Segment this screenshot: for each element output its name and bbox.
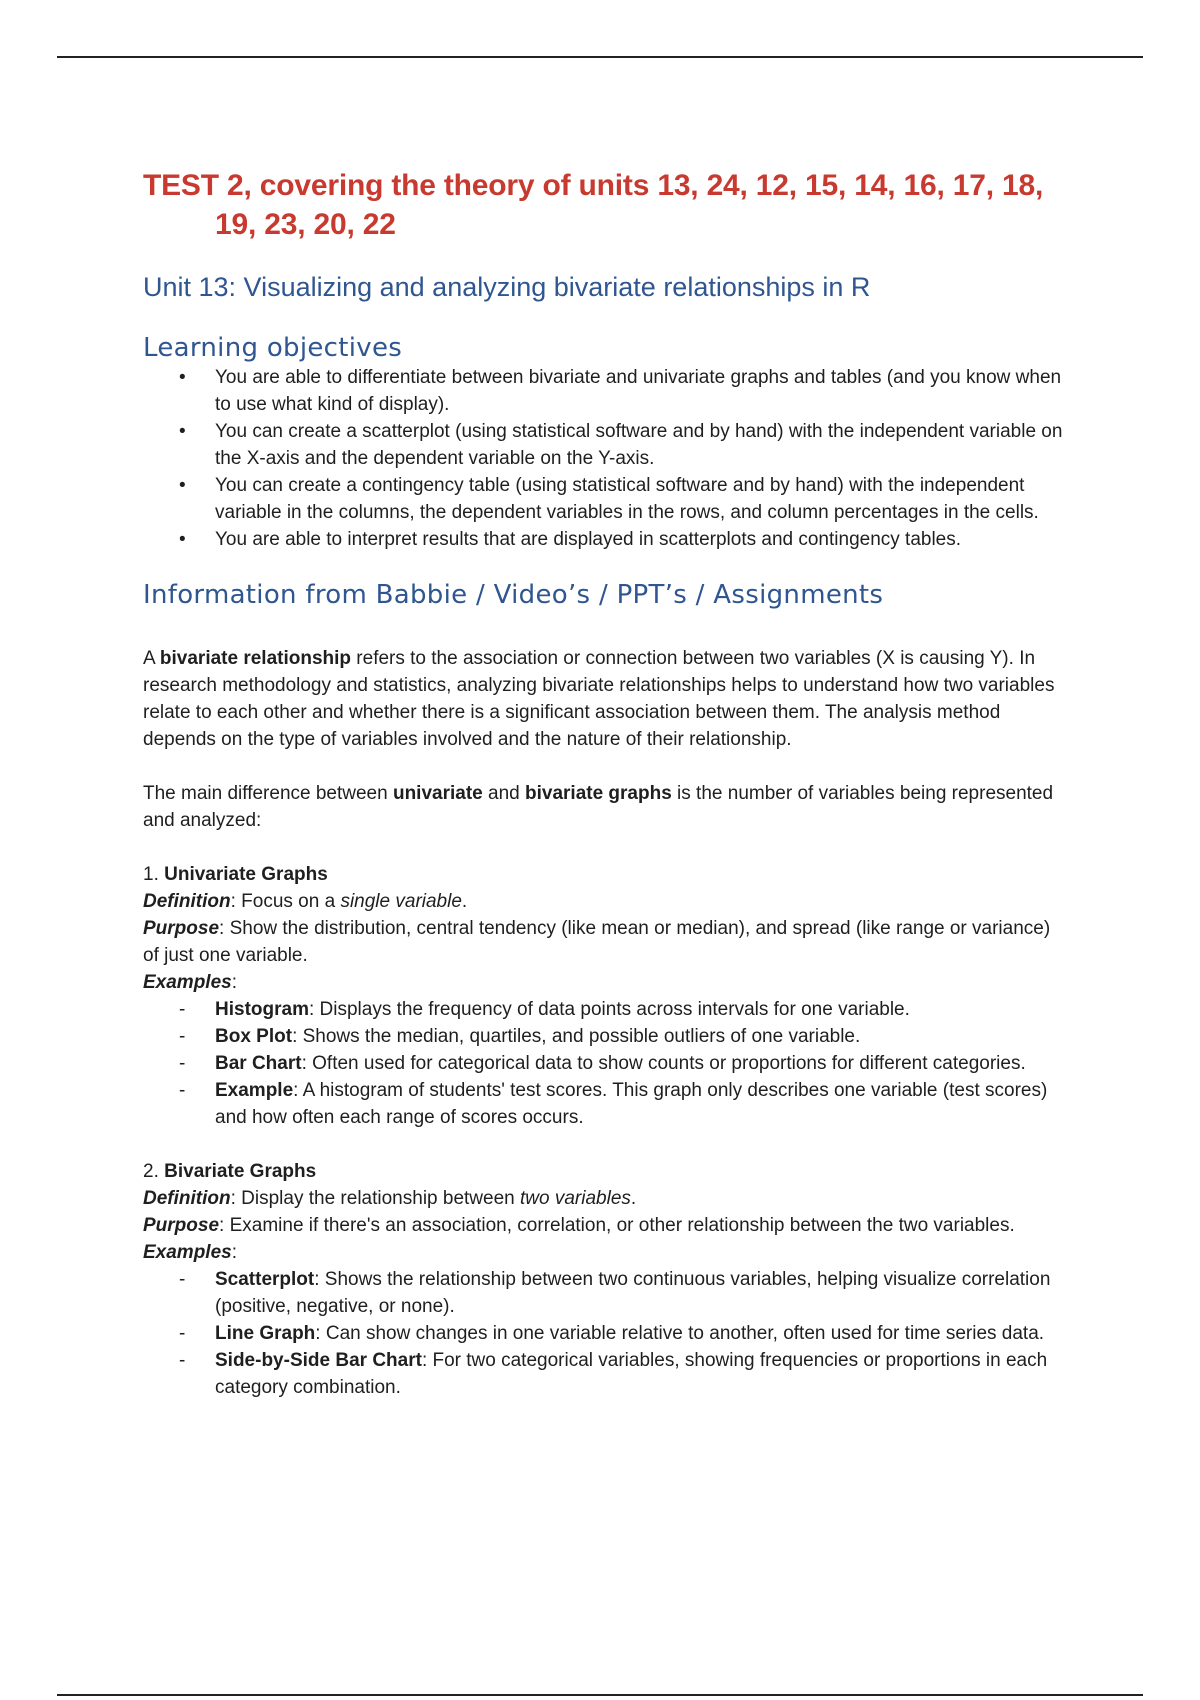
definition-line: Definition: Focus on a single variable. xyxy=(143,891,468,912)
list-item: • You can create a contingency table (using statistical software and by hand) with the independent variable in the columns, the dependent variables in the rows, and column percentages in the cells. xyxy=(143,472,1063,526)
list-item: • You are able to interpret results that are displayed in scatterplots and contingency tables. xyxy=(143,526,1063,553)
examples-list xyxy=(143,1266,1063,1401)
bivariate-relationship-paragraph: A bivariate relationship refers to the association or connection between two variables (X is causing Y). In research methodology and statistics, analyzing bivariate relationships helps to understand how two variables relate to each other and whether there is a significant association between them. The analysis method depends on the type of variables involved and the nature of their relationship. xyxy=(143,648,1055,750)
bivariate-section xyxy=(143,1158,1063,1401)
page-title: TEST 2, covering the theory of units 13, 24, 12, 15, 14, 16, 17, 18, 19, 23, 20, 22 xyxy=(143,169,1044,241)
dash-icon: - xyxy=(179,1269,186,1290)
list-item: - Scatterplot: Shows the relationship between two continuous variables, helping visualize correlation (positive, negative, or none). xyxy=(143,1266,1063,1320)
bullet-icon: • xyxy=(179,367,186,388)
learning-objectives-heading: Learning objectives xyxy=(143,333,403,363)
bullet-icon: • xyxy=(179,475,186,496)
bottom-rule xyxy=(57,1694,1143,1696)
bullet-icon: • xyxy=(179,529,186,550)
univariate-section xyxy=(143,861,1063,1131)
dash-icon: - xyxy=(179,1350,186,1371)
list-item: - Line Graph: Can show changes in one variable relative to another, often used for time series data. xyxy=(143,1320,1063,1347)
examples-list xyxy=(143,996,1063,1131)
list-item: - Bar Chart: Often used for categorical data to show counts or proportions for different categories. xyxy=(143,1050,1063,1077)
learning-objectives-list xyxy=(143,364,1063,553)
examples-label: Examples: xyxy=(143,1242,238,1263)
top-rule xyxy=(57,56,1143,58)
list-item: - Histogram: Displays the frequency of data points across intervals for one variable. xyxy=(143,996,1063,1023)
dash-icon: - xyxy=(179,999,186,1020)
list-item: • You are able to differentiate between bivariate and univariate graphs and tables (and you know when to use what kind of display). xyxy=(143,364,1063,418)
list-item: - Example: A histogram of students' test scores. This graph only describes one variable (test scores) and how often each range of scores occurs. xyxy=(143,1077,1063,1131)
examples-label: Examples: xyxy=(143,972,238,993)
list-item: - Side-by-Side Bar Chart: For two categorical variables, showing frequencies or proportions in each category combination. xyxy=(143,1347,1063,1401)
dash-icon: - xyxy=(179,1323,186,1344)
section-title: 1. Univariate Graphs xyxy=(143,864,328,885)
dash-icon: - xyxy=(179,1080,186,1101)
dash-icon: - xyxy=(179,1053,186,1074)
dash-icon: - xyxy=(179,1026,186,1047)
document-body xyxy=(143,166,1063,1401)
purpose-line: Purpose: Examine if there's an association, correlation, or other relationship between the two variables. xyxy=(143,1215,1015,1236)
unit-heading: Unit 13: Visualizing and analyzing bivariate relationships in R xyxy=(143,272,871,302)
purpose-line: Purpose: Show the distribution, central tendency (like mean or median), and spread (like range or variance) of just one variable. xyxy=(143,918,1051,966)
bullet-icon: • xyxy=(179,421,186,442)
information-heading: Information from Babbie / Video’s / PPT’s / Assignments xyxy=(143,580,884,610)
list-item: • You can create a scatterplot (using statistical software and by hand) with the independent variable on the X-axis and the dependent variable on the Y-axis. xyxy=(143,418,1063,472)
list-item: - Box Plot: Shows the median, quartiles, and possible outliers of one variable. xyxy=(143,1023,1063,1050)
definition-line: Definition: Display the relationship between two variables. xyxy=(143,1188,637,1209)
difference-paragraph: The main difference between univariate and bivariate graphs is the number of variables being represented and analyzed: xyxy=(143,783,1054,831)
section-title: 2. Bivariate Graphs xyxy=(143,1161,317,1182)
